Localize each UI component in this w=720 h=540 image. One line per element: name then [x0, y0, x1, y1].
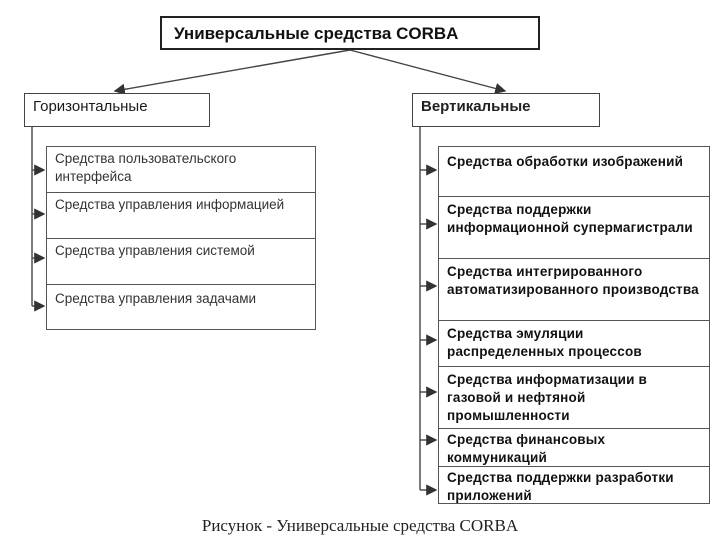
vertical-item: Средства обработки изображений — [439, 147, 709, 197]
vertical-item: Средства интегрированного автоматизированного производства — [439, 259, 709, 321]
vertical-item: Средства эмуляции распределенных процессов — [439, 321, 709, 367]
vertical-category — [412, 93, 600, 127]
root-node — [160, 16, 540, 50]
horizontal-title: Горизонтальные — [33, 98, 148, 115]
vertical-item: Средства поддержки разработки приложений — [447, 470, 674, 503]
root-title: Универсальные средства CORBA — [174, 24, 459, 43]
horizontal-items-group — [46, 146, 316, 330]
vertical-title: Вертикальные — [421, 98, 531, 115]
vertical-item: Средства информатизации в газовой и нефтяной промышленности — [439, 367, 709, 429]
horizontal-item: Средства управления системой — [47, 239, 315, 285]
figure-caption: Рисунок - Универсальные средства CORBA — [201, 516, 519, 535]
vertical-item: Средства финансовых коммуникаций — [439, 429, 709, 467]
horizontal-item: Средства управления информацией — [47, 193, 315, 239]
vertical-items-group — [438, 146, 710, 504]
vertical-item: Средства поддержки информационной супермагистрали — [439, 197, 709, 259]
horizontal-item: Средства пользовательского интерфейса — [47, 147, 315, 193]
horizontal-category — [24, 93, 210, 127]
horizontal-item: Средства управления задачами — [55, 291, 257, 306]
